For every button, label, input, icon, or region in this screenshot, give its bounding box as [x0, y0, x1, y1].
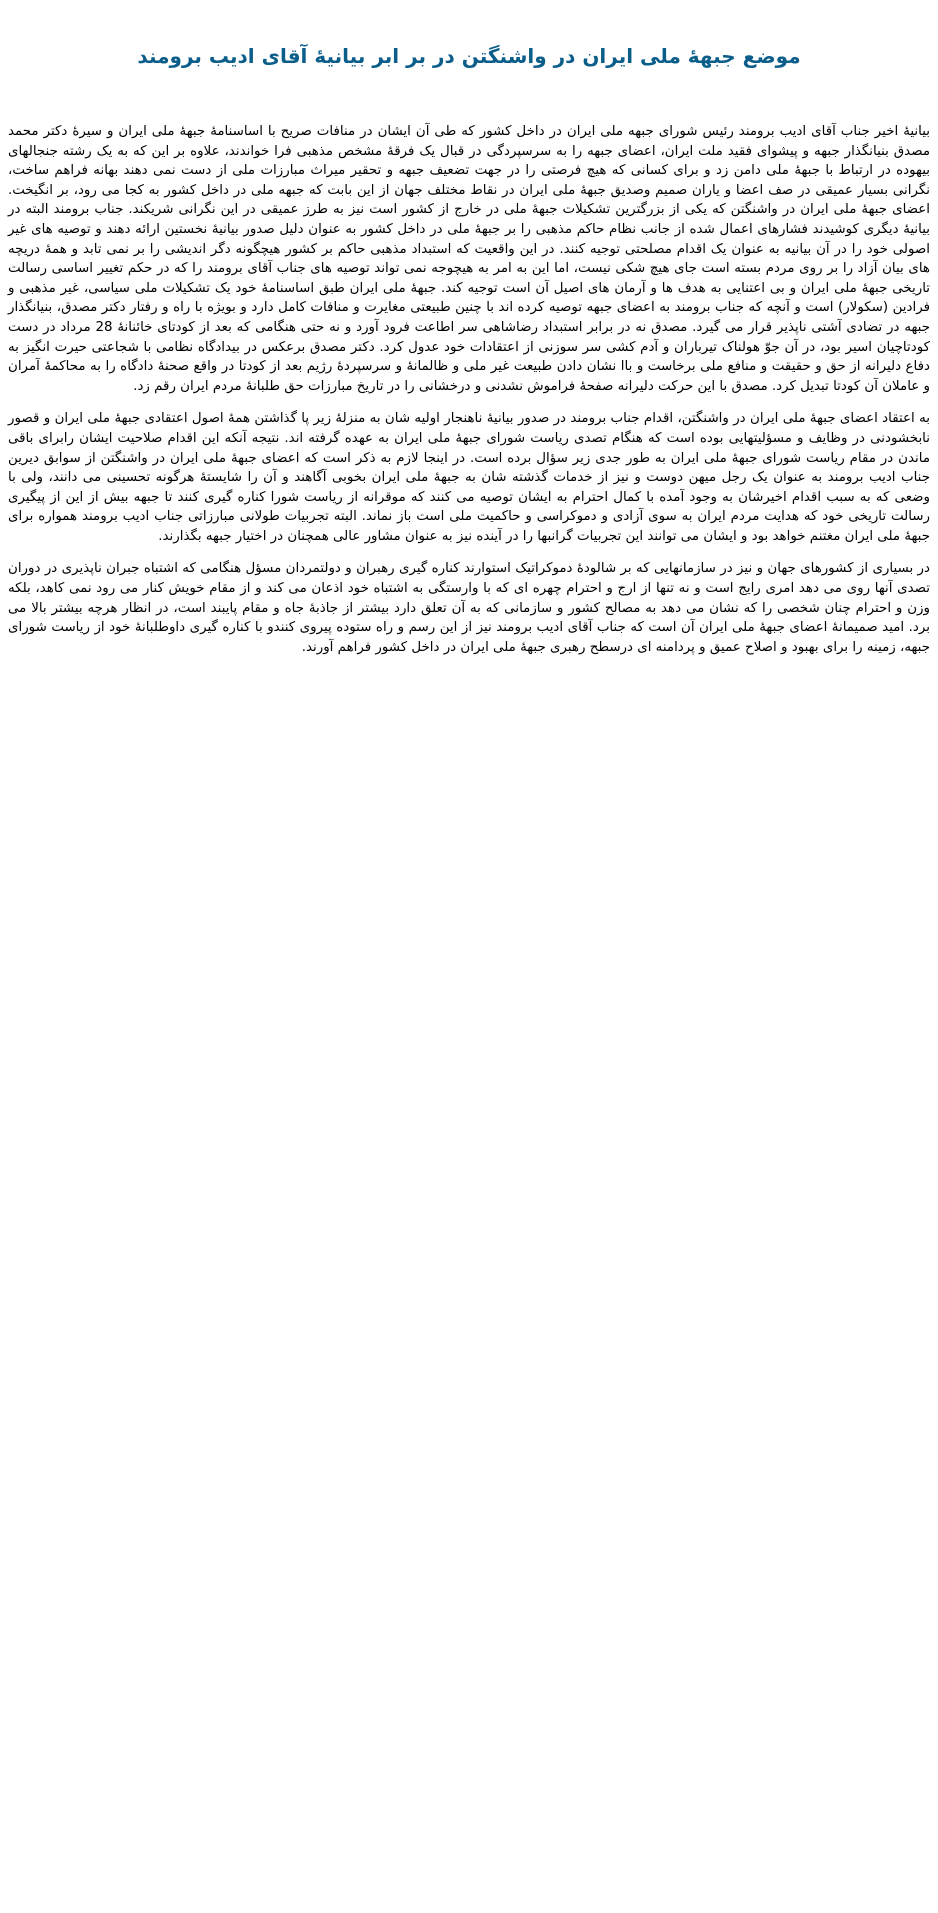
- document-page: [0, 44, 938, 657]
- document-body: [8, 122, 930, 657]
- paragraph-3: در بسیاری از کشورهای جهان و نیز در سازمانهایی که بر شالودهٔ دموکراتیک استوارند کناره گیری رهبران و دولتمردان مسؤل هنگامی که اشتباه جبران ناپذیری در دوران تصدی آنها روی می دهد امری رایج است و نه تنها از ارج و احترام چهره ای که با وارستگی به اشتباه خود اذعان می کند و از مقام خویش کنار می رود نمی کاهد، بلکه وزن و احترام چنان شخصی را که نشان می دهد به مصالح کشور و سازمانی که به آن تعلق دارد بیشتر از جاذبهٔ جاه و مقام پایبند است، در انظار هرچه بیشتر بالا می برد. امید صمیمانهٔ اعضای جبههٔ ملی ایران آن است که جناب آقای ادیب برومند نیز از این رسم و راه ستوده پیروی کنندو با کناره گیری داوطلبانهٔ خود از ریاست شورای جبهه، زمینه را برای بهبود و اصلاح عمیق و پردامنه ای درسطح رهبری جبههٔ ملی ایران در داخل کشور فراهم آورند.: [8, 561, 930, 655]
- paragraph-2: به اعتقاد اعضای جبههٔ ملی ایران در واشنگتن، اقدام جناب برومند در صدور بیانیهٔ ناهنجار اولیه شان به منزلهٔ زیر پا گذاشتن همهٔ اصول اعتقادی جبههٔ ملی ایران و قصور نابخشودنی در وظایف و مسؤلیتهایی بوده است که هنگام تصدی ریاست شورای جبههٔ ملی ایران به عهده گرفته اند. نتیجه آنکه این اقدام صلاحیت ایشان رابرای باقی ماندن در مقام ریاست شورای جبههٔ ملی ایران به طور جدی زیر سؤال برده است. در اینجا لازم به ذکر است که اعضای جبههٔ ملی ایران در واشنگتن از سوابق دیرین جناب ادیب برومند به عنوان یک رجل میهن دوست و نیز از خدمات گذشته شان به جبههٔ ملی ایران بخوبی آگاهند و آن را شایستهٔ هرگونه تحسینی می دانند، ولی با وضعی که به سبب اقدام اخیرشان به وجود آمده با کمال احترام به ایشان توصیه می کنند که موقرانه از ریاست شورا کناره گیری کنند تا جبهه بیش از این از پیگیری رسالت تاریخی خود که هدایت مردم ایران به سوی آزادی و دموکراسی و حاکمیت ملی است باز نماند. البته تجربیات طولانی مبارزاتی جناب ادیب برومند همواره برای جبههٔ ملی ایران مغتنم خواهد بود و ایشان می توانند این تجربیات گرانبها را در آینده نیز به عنوان مشاور عالی همچنان در اختیار جبهه بگذارند.: [8, 411, 930, 544]
- paragraph-1: بیانیهٔ اخیر جناب آقای ادیب برومند رئیس شورای جبهه ملی ایران در داخل کشور که طی آن ایشان در منافات صریح با اساسنامهٔ جبههٔ ملی ایران و سیرهٔ دکتر محمد مصدق بنیانگذار جبهه و پیشوای فقید ملت ایران، اعضای جبهه را به سرسپردگی در قبال یک فرقهٔ مشخص مذهبی فرا خواندند، علاوه بر این که به یک رشته جنجالهای بیهوده در ارتباط با جبههٔ ملی دامن زد و برای کسانی که هیچ فرصتی را در جهت تضعیف جبهه و تحقیر میراث مبارزات ملی از دست نمی دهند بهانه فراهم ساخت، نگرانی بسیار عمیقی در صف اعضا و یاران صمیم وصدیق جبههٔ ملی ایران در نقاط مختلف جهان از این بابت که جبهه ملی در داخل کشور به کجا می رود، بر انگیخت. اعضای جبههٔ ملی ایران در واشنگتن که یکی از بزرگترین تشکیلات جبههٔ ملی در خارج از کشور است نیز به طرز عمیقی در این نگرانی شریکند. جناب برومند البته در بیانیهٔ دیگری کوشیدند فشارهای اعمال شده از جانب نظام حاکم مذهبی را بر جبههٔ ملی در داخل کشور به عنوان دلیل صدور بیانیهٔ نخستین ارائه دهند و توصیه های غیر اصولی خود را در آن بیانیه به عنوان یک اقدام مصلحتی توجیه کنند. در این واقعیت که استبداد مذهبی حاکم بر کشور هیچگونه دگر اندیشی را بر نمی تابد و همهٔ دریچه های بیان آزاد را بر روی مردم بسته است جای هیچ شکی نیست، اما این به امر به هیچوجه نمی تواند توصیه های جناب آقای برومند را که در حکم تغییر اساسی رسالت تاریخی جبههٔ ملی ایران و بی اعتنایی به هدف ها و آرمان های اصیل آن است توجیه کند. جبههٔ ملی ایران طبق اساسنامهٔ خود یک تشکیلات ملی سیاسی، غیر مذهبی و فرادین (سکولار) است و آنچه که جناب برومند به اعضای جبهه توصیه کرده اند با چنین طبیعتی مغایرت و منافات کامل دارد و بویژه با راه و رفتار دکتر مصدق، بنیانگذار جبهه در تضادی آشتی ناپذیر قرار می گیرد. مصدق نه در برابر استبداد رضاشاهی سر اطاعت فرود آورد و نه حتی هنگامی که بعد از کودتای خائنانهٔ 28 مرداد در دست کودتاچیان اسیر بود، در آن جوّ هولناک تیرباران و آدم کشی سر سوزنی از اعتقادات خود عدول کرد. دکتر مصدق برعکس در بیدادگاه نظامی با شجاعتی حیرت انگیز به دفاع دلیرانه از حق و حقیقت و منافع ملی برخاست و باا نشان دادن طبیعت غیر ملی و ظالمانهٔ و سرسپردهٔ رژیم بعد از کودتا در واقع صحنهٔ دادگاه را به محاکمهٔ آمران و عاملان آن کودتا تبدیل کرد. مصدق با این حرکت دلیرانه صفحهٔ فراموش نشدنی و درخشانی را در تاریخ مبارزات حق طلبانهٔ مردم ایران رقم زد.: [8, 124, 930, 394]
- page-title: موضع جبههٔ ملی ایران در واشنگتن در بر ابر بیانیهٔ آقای ادیب برومند: [137, 44, 801, 68]
